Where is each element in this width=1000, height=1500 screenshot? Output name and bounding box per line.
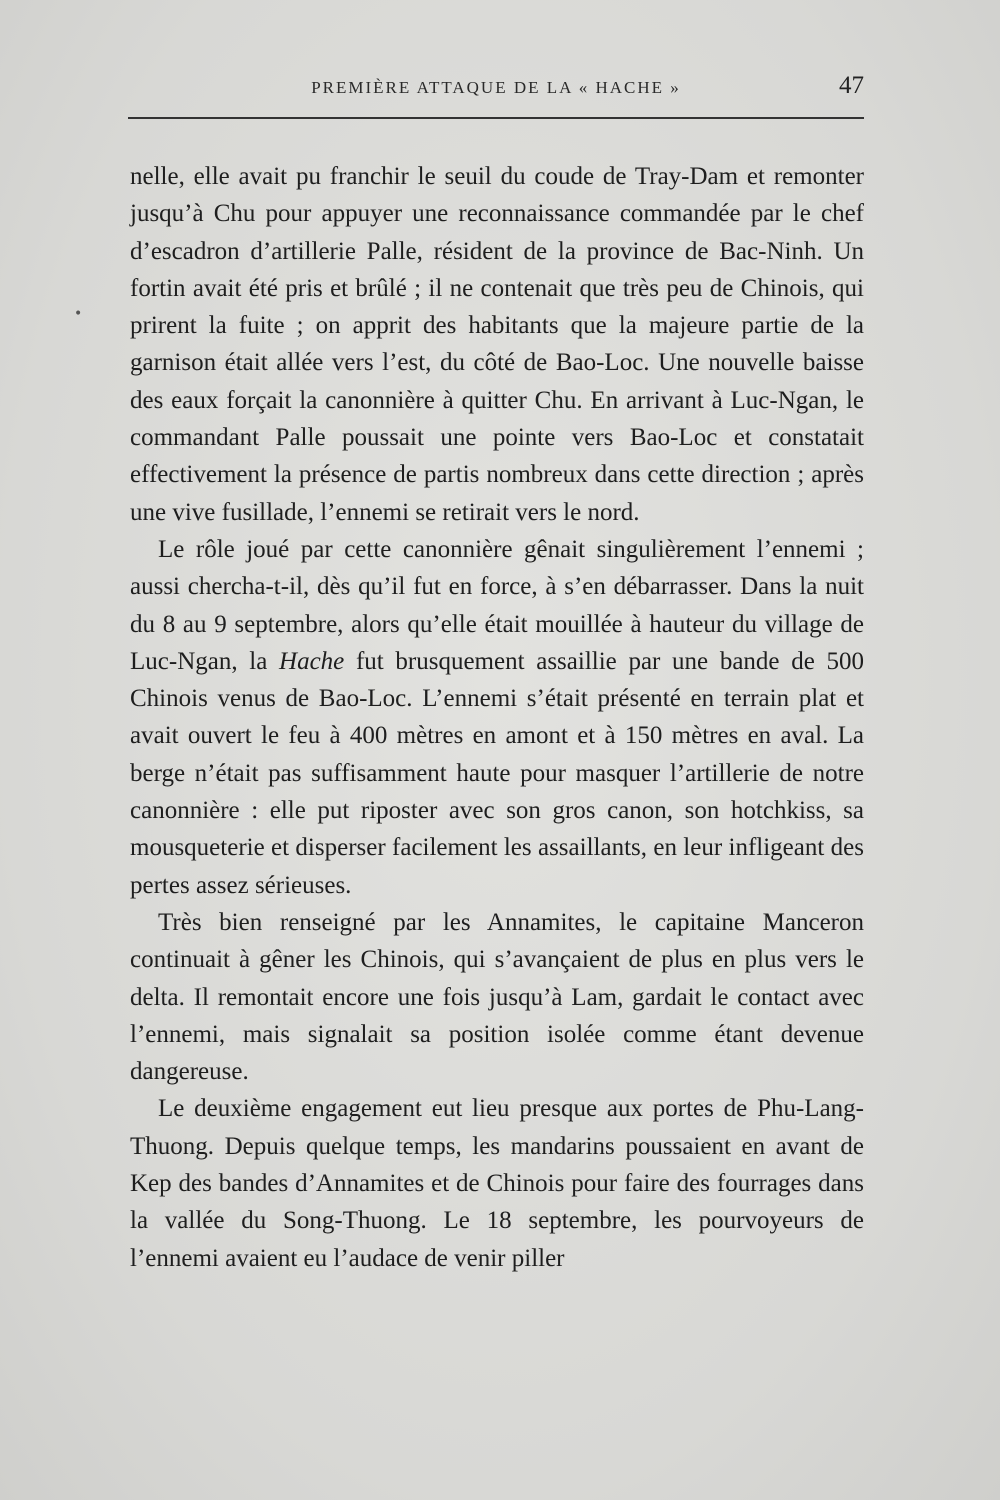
running-title: PREMIÈRE ATTAQUE DE LA « HACHE » <box>311 78 681 97</box>
paragraph-4: Le deuxième engagement eut lieu presque aux portes de Phu-Lang-Thuong. Depuis quelque temps, les mandarins poussaient en avant de Kep des bandes d’Annamites et de Chinois pour faire des fourrages dans la vallée du Song-Thuong. Le 18 septembre, les pourvoyeurs de l’ennemi avaient eu l’audace de venir piller <box>130 1095 864 1272</box>
ship-name-italic: Hache <box>279 647 345 675</box>
paragraph-2 <box>130 531 864 904</box>
paragraph-1: nelle, elle avait pu franchir le seuil du coude de Tray-Dam et remonter jusqu’à Chu pour appuyer une reconnaissance commandée par le chef d’escadron d’artillerie Palle, résident de la province de Bac-Ninh. Un fortin avait été pris et brûlé ; il ne contenait que très peu de Chinois, qui prirent la fuite ; on apprit des habitants que la majeure partie de la garnison était allée vers l’est, du côté de Bao-Loc. Une nouvelle baisse des eaux forçait la canonnière à quitter Chu. En arrivant à Luc-Ngan, le commandant Palle poussait une pointe vers Bao-Loc et constatait effectivement la présence de partis nombreux dans cette direction ; après une vive fusillade, l’ennemi se retirait vers le nord. <box>130 163 864 526</box>
paragraph-2-text-a: Le rôle joué par cette canonnière gênait singulièrement l’ennemi ; aussi chercha-t-il, dès qu’il fut en force, à s’en débarrasser. Dans la nuit du 8 au 9 septembre, alors qu’elle était mouillée à hauteur du village de Luc-Ngan, la <box>130 535 864 675</box>
paragraph-3: Très bien renseigné par les Annamites, le capitaine Manceron continuait à gêner les Chinois, qui s’avançaient de plus en plus vers le delta. Il remontait encore une fois jusqu’à Lam, gardait le contact avec l’ennemi, mais signalait sa position isolée comme étant devenue dangereuse. <box>130 908 864 1086</box>
margin-mark: • <box>74 306 83 322</box>
paragraph-2-text-b: fut brusquement assaillie par une bande de 500 Chinois venus de Bao-Loc. L’ennemi s’était présenté en terrain plat et avait ouvert le feu à 400 mètres en amont et à 150 mètres en aval. La berge n’était pas suffisamment haute pour masquer l’artillerie de notre canonnière : elle put riposter avec son gros canon, son hotchkiss, sa mousqueterie et disperser facilement les assaillants, en leur infligeant des pertes assez sérieuses. <box>130 647 864 899</box>
page-number: 47 <box>839 72 864 99</box>
page-header <box>128 72 864 106</box>
header-rule <box>128 117 864 119</box>
body-text <box>130 158 864 1277</box>
